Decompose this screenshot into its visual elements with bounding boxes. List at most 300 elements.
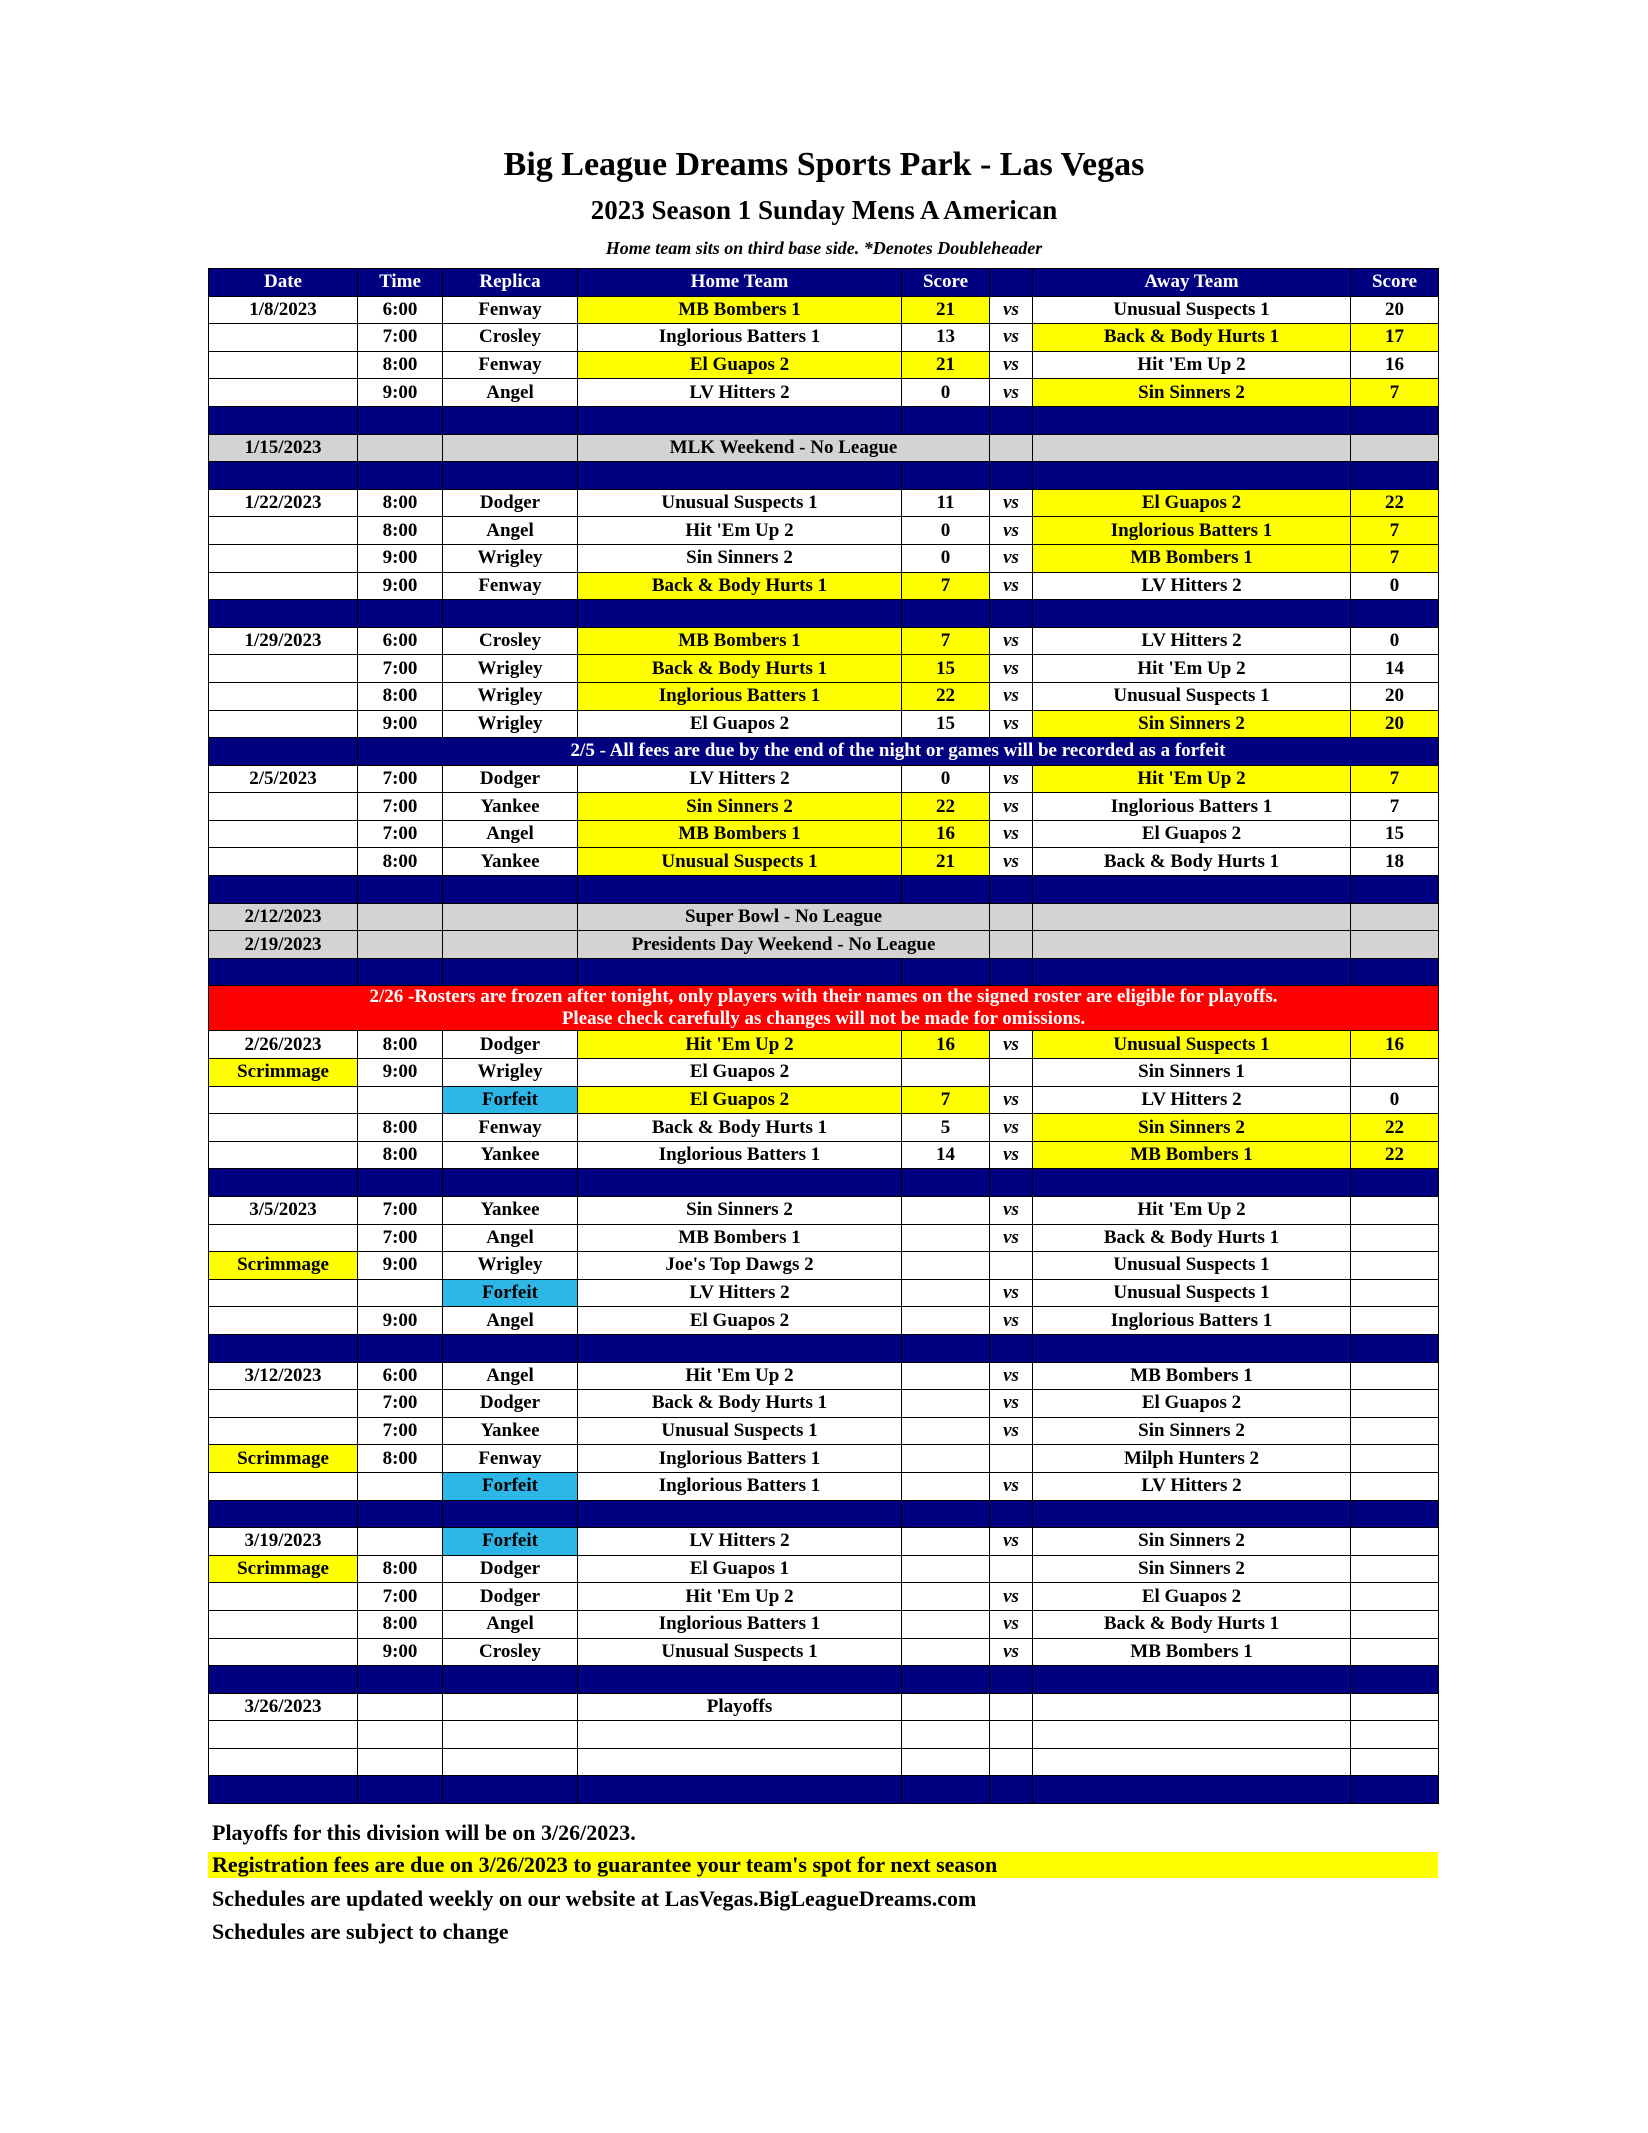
- time-cell: 8:00: [358, 489, 443, 517]
- game-row: [209, 1086, 1439, 1114]
- game-row: [209, 682, 1439, 710]
- time-cell: 7:00: [358, 793, 443, 821]
- away-team-cell: Back & Body Hurts 1: [1033, 1224, 1351, 1252]
- replica-cell: Fenway: [443, 351, 578, 379]
- game-row: [209, 1252, 1439, 1280]
- away-score-cell: 14: [1351, 655, 1439, 683]
- column-header-replica: Replica: [443, 269, 578, 297]
- replica-cell: Yankee: [443, 848, 578, 876]
- home-score-cell: [902, 1748, 990, 1776]
- home-score-cell: [902, 1528, 990, 1556]
- home-score-cell: 0: [902, 379, 990, 407]
- schedule-body: [209, 269, 1439, 1804]
- spacer-cell: [578, 1334, 902, 1362]
- home-score-cell: [902, 1610, 990, 1638]
- spacer-cell: [578, 1776, 902, 1804]
- away-score-cell: [1351, 1417, 1439, 1445]
- time-cell: 8:00: [358, 517, 443, 545]
- spacer-cell: [209, 1666, 358, 1694]
- game-row: [209, 1224, 1439, 1252]
- away-team-cell: [1033, 1748, 1351, 1776]
- date-cell: 3/19/2023: [209, 1528, 358, 1556]
- away-team-cell: Unusual Suspects 1: [1033, 1252, 1351, 1280]
- home-score-cell: 13: [902, 324, 990, 352]
- replica-cell: Wrigley: [443, 1252, 578, 1280]
- away-team-cell: Sin Sinners 2: [1033, 1114, 1351, 1142]
- time-cell: [358, 903, 443, 931]
- spacer-cell: [358, 1334, 443, 1362]
- spacer-cell: [1351, 1169, 1439, 1197]
- game-row: [209, 1417, 1439, 1445]
- time-cell: [358, 1721, 443, 1749]
- date-cell: [209, 324, 358, 352]
- replica-cell: Fenway: [443, 296, 578, 324]
- away-score-cell: [1351, 434, 1439, 462]
- date-cell: 1/15/2023: [209, 434, 358, 462]
- spacer-cell: [443, 1666, 578, 1694]
- date-cell: [209, 517, 358, 545]
- vs-cell: vs: [990, 296, 1033, 324]
- time-cell: 8:00: [358, 1114, 443, 1142]
- spacer-cell: [209, 1500, 358, 1528]
- game-row: [209, 351, 1439, 379]
- away-score-cell: [1351, 903, 1439, 931]
- spacer-cell: [578, 1169, 902, 1197]
- spacer-cell: [1033, 1666, 1351, 1694]
- spacer-cell: [990, 600, 1033, 628]
- game-row: [209, 1031, 1439, 1059]
- away-score-cell: 7: [1351, 379, 1439, 407]
- home-score-cell: 15: [902, 710, 990, 738]
- away-score-cell: 20: [1351, 296, 1439, 324]
- spacer-row: [209, 1334, 1439, 1362]
- date-cell: [209, 1390, 358, 1418]
- vs-cell: [990, 1693, 1033, 1721]
- spacer-row: [209, 406, 1439, 434]
- vs-cell: vs: [990, 710, 1033, 738]
- banner-lead-cell: [209, 738, 358, 766]
- vs-cell: vs: [990, 1417, 1033, 1445]
- away-score-cell: 0: [1351, 1086, 1439, 1114]
- column-header-home-score: Score: [902, 269, 990, 297]
- date-cell: [209, 793, 358, 821]
- replica-cell: [443, 1748, 578, 1776]
- date-cell: 2/26/2023: [209, 1031, 358, 1059]
- replica-cell: Fenway: [443, 572, 578, 600]
- away-score-cell: [1351, 1252, 1439, 1280]
- spacer-row: [209, 876, 1439, 904]
- home-team-cell: [578, 1748, 902, 1776]
- spacer-cell: [209, 1169, 358, 1197]
- vs-cell: vs: [990, 1610, 1033, 1638]
- vs-cell: [990, 434, 1033, 462]
- spacer-cell: [358, 1776, 443, 1804]
- spacer-cell: [1033, 1334, 1351, 1362]
- away-team-cell: Hit 'Em Up 2: [1033, 1197, 1351, 1225]
- time-cell: 7:00: [358, 1224, 443, 1252]
- home-score-cell: 16: [902, 820, 990, 848]
- game-row: [209, 1583, 1439, 1611]
- home-score-cell: 5: [902, 1114, 990, 1142]
- scrimmage-label: Scrimmage: [209, 1059, 358, 1087]
- page-title: Big League Dreams Sports Park - Las Vegas: [503, 146, 1145, 183]
- date-cell: [209, 682, 358, 710]
- home-score-cell: [902, 1224, 990, 1252]
- away-team-cell: Inglorious Batters 1: [1033, 517, 1351, 545]
- time-cell: 8:00: [358, 1031, 443, 1059]
- vs-cell: vs: [990, 1141, 1033, 1169]
- time-cell: 6:00: [358, 627, 443, 655]
- date-cell: [209, 1638, 358, 1666]
- away-score-cell: [1351, 1224, 1439, 1252]
- away-score-cell: [1351, 1693, 1439, 1721]
- date-cell: 3/26/2023: [209, 1693, 358, 1721]
- time-cell: 9:00: [358, 710, 443, 738]
- date-cell: [209, 848, 358, 876]
- time-cell: 9:00: [358, 1307, 443, 1335]
- away-score-cell: [1351, 1555, 1439, 1583]
- column-header-away-team: Away Team: [1033, 269, 1351, 297]
- away-score-cell: [1351, 1610, 1439, 1638]
- game-row: [209, 1528, 1439, 1556]
- spacer-cell: [578, 462, 902, 490]
- replica-cell: Wrigley: [443, 682, 578, 710]
- date-cell: [209, 820, 358, 848]
- home-score-cell: [902, 1390, 990, 1418]
- away-team-cell: Back & Body Hurts 1: [1033, 324, 1351, 352]
- home-team-cell: Sin Sinners 2: [578, 793, 902, 821]
- home-score-cell: 0: [902, 544, 990, 572]
- scrimmage-label: Scrimmage: [209, 1555, 358, 1583]
- home-score-cell: [902, 1583, 990, 1611]
- home-team-cell: LV Hitters 2: [578, 379, 902, 407]
- time-cell: 6:00: [358, 296, 443, 324]
- spacer-row: [209, 600, 1439, 628]
- time-cell: [358, 1528, 443, 1556]
- home-score-cell: 14: [902, 1141, 990, 1169]
- game-row: [209, 1059, 1439, 1087]
- away-score-cell: [1351, 1362, 1439, 1390]
- column-header-vs: [990, 269, 1033, 297]
- footer-website-note: Schedules are updated weekly on our website at LasVegas.BigLeagueDreams.com: [212, 1886, 977, 1911]
- home-score-cell: 7: [902, 572, 990, 600]
- vs-cell: [990, 1445, 1033, 1473]
- home-team-cell: MB Bombers 1: [578, 820, 902, 848]
- date-cell: 2/12/2023: [209, 903, 358, 931]
- home-team-cell: Inglorious Batters 1: [578, 1610, 902, 1638]
- spacer-cell: [1351, 958, 1439, 986]
- date-cell: [209, 1472, 358, 1500]
- roster-alert-banner: [209, 986, 1439, 1031]
- home-team-cell: LV Hitters 2: [578, 765, 902, 793]
- away-team-cell: El Guapos 2: [1033, 1390, 1351, 1418]
- spacer-cell: [1351, 1500, 1439, 1528]
- away-team-cell: Unusual Suspects 1: [1033, 682, 1351, 710]
- game-row: [209, 1693, 1439, 1721]
- date-cell: [209, 1748, 358, 1776]
- game-row: [209, 1362, 1439, 1390]
- spacer-cell: [209, 958, 358, 986]
- replica-cell: Dodger: [443, 1555, 578, 1583]
- away-score-cell: 7: [1351, 517, 1439, 545]
- home-team-cell: Joe's Top Dawgs 2: [578, 1252, 902, 1280]
- replica-cell: Angel: [443, 820, 578, 848]
- replica-cell: Yankee: [443, 1197, 578, 1225]
- home-team-cell: Unusual Suspects 1: [578, 1638, 902, 1666]
- time-cell: [358, 1748, 443, 1776]
- away-score-cell: [1351, 1528, 1439, 1556]
- away-team-cell: Inglorious Batters 1: [1033, 793, 1351, 821]
- away-team-cell: Hit 'Em Up 2: [1033, 655, 1351, 683]
- roster-alert-line-2: Please check carefully as changes will not be made for omissions.: [561, 1008, 1086, 1030]
- footer-registration-note: Registration fees are due on 3/26/2023 to guarantee your team's spot for next season: [208, 1852, 1438, 1878]
- home-team-cell: Back & Body Hurts 1: [578, 572, 902, 600]
- column-header-date: Date: [209, 269, 358, 297]
- away-team-cell: [1033, 1693, 1351, 1721]
- spacer-cell: [578, 406, 902, 434]
- spacer-cell: [1351, 462, 1439, 490]
- time-cell: 7:00: [358, 655, 443, 683]
- replica-cell: Fenway: [443, 1114, 578, 1142]
- spacer-cell: [902, 1666, 990, 1694]
- home-score-cell: [902, 1445, 990, 1473]
- home-score-cell: 16: [902, 1031, 990, 1059]
- spacer-cell: [1033, 406, 1351, 434]
- away-score-cell: 16: [1351, 1031, 1439, 1059]
- spacer-cell: [443, 462, 578, 490]
- away-team-cell: [1033, 931, 1351, 959]
- spacer-cell: [902, 462, 990, 490]
- home-score-cell: [902, 1693, 990, 1721]
- replica-cell: [443, 931, 578, 959]
- vs-cell: vs: [990, 1114, 1033, 1142]
- spacer-cell: [1033, 876, 1351, 904]
- away-team-cell: [1033, 903, 1351, 931]
- time-cell: 7:00: [358, 1197, 443, 1225]
- away-score-cell: 0: [1351, 572, 1439, 600]
- spacer-cell: [443, 958, 578, 986]
- away-score-cell: 22: [1351, 1141, 1439, 1169]
- time-cell: [358, 1279, 443, 1307]
- spacer-cell: [443, 1776, 578, 1804]
- vs-cell: [990, 903, 1033, 931]
- spacer-cell: [1033, 1169, 1351, 1197]
- spacer-cell: [209, 876, 358, 904]
- time-cell: 9:00: [358, 1252, 443, 1280]
- game-row: [209, 655, 1439, 683]
- home-team-cell: El Guapos 2: [578, 1059, 902, 1087]
- home-score-cell: 22: [902, 793, 990, 821]
- replica-cell: [443, 1721, 578, 1749]
- replica-cell: Yankee: [443, 1417, 578, 1445]
- vs-cell: vs: [990, 1086, 1033, 1114]
- vs-cell: vs: [990, 1362, 1033, 1390]
- spacer-cell: [358, 1169, 443, 1197]
- game-row: [209, 710, 1439, 738]
- date-cell: [209, 1610, 358, 1638]
- replica-cell: Wrigley: [443, 1059, 578, 1087]
- game-row: [209, 627, 1439, 655]
- home-team-cell: El Guapos 2: [578, 1086, 902, 1114]
- away-score-cell: [1351, 1445, 1439, 1473]
- spacer-cell: [358, 406, 443, 434]
- vs-cell: vs: [990, 1279, 1033, 1307]
- schedule-table: [208, 268, 1439, 1804]
- spacer-row: [209, 1776, 1439, 1804]
- spacer-cell: [1033, 462, 1351, 490]
- home-score-cell: 21: [902, 848, 990, 876]
- spacer-cell: [443, 600, 578, 628]
- no-league-note: MLK Weekend - No League: [578, 434, 990, 462]
- away-team-cell: El Guapos 2: [1033, 820, 1351, 848]
- time-cell: 9:00: [358, 1638, 443, 1666]
- home-team-cell: Sin Sinners 2: [578, 544, 902, 572]
- game-row: [209, 1279, 1439, 1307]
- vs-cell: vs: [990, 324, 1033, 352]
- vs-cell: vs: [990, 351, 1033, 379]
- spacer-cell: [990, 462, 1033, 490]
- home-team-cell: MB Bombers 1: [578, 296, 902, 324]
- home-score-cell: [902, 1721, 990, 1749]
- game-row: [209, 489, 1439, 517]
- spacer-cell: [209, 600, 358, 628]
- away-team-cell: Sin Sinners 2: [1033, 1555, 1351, 1583]
- header-row: [209, 269, 1439, 297]
- home-score-cell: 0: [902, 517, 990, 545]
- no-league-row: [209, 434, 1439, 462]
- vs-cell: [990, 1252, 1033, 1280]
- spacer-cell: [358, 600, 443, 628]
- away-team-cell: El Guapos 2: [1033, 1583, 1351, 1611]
- spacer-row: [209, 958, 1439, 986]
- no-league-row: [209, 903, 1439, 931]
- spacer-cell: [209, 1776, 358, 1804]
- game-row: [209, 1555, 1439, 1583]
- spacer-cell: [1033, 1776, 1351, 1804]
- vs-cell: vs: [990, 572, 1033, 600]
- game-row: [209, 1141, 1439, 1169]
- away-score-cell: 22: [1351, 1114, 1439, 1142]
- away-team-cell: Sin Sinners 2: [1033, 1417, 1351, 1445]
- away-score-cell: 18: [1351, 848, 1439, 876]
- spacer-cell: [990, 1334, 1033, 1362]
- roster-alert-line-1: 2/26 -Rosters are frozen after tonight, only players with their names on the signed roster are eligible for playoffs.: [369, 986, 1278, 1008]
- scrimmage-label: Scrimmage: [209, 1445, 358, 1473]
- away-team-cell: El Guapos 2: [1033, 489, 1351, 517]
- date-cell: [209, 1141, 358, 1169]
- away-score-cell: 15: [1351, 820, 1439, 848]
- spacer-cell: [990, 1666, 1033, 1694]
- home-score-cell: [902, 1417, 990, 1445]
- time-cell: 7:00: [358, 765, 443, 793]
- game-row: [209, 1445, 1439, 1473]
- home-team-cell: Inglorious Batters 1: [578, 324, 902, 352]
- time-cell: 7:00: [358, 820, 443, 848]
- away-score-cell: 7: [1351, 544, 1439, 572]
- home-team-cell: MB Bombers 1: [578, 627, 902, 655]
- replica-cell: Yankee: [443, 1141, 578, 1169]
- home-team-cell: Back & Body Hurts 1: [578, 1114, 902, 1142]
- date-cell: [209, 710, 358, 738]
- page-subtitle: 2023 Season 1 Sunday Mens A American: [590, 195, 1058, 225]
- spacer-cell: [578, 1666, 902, 1694]
- away-team-cell: MB Bombers 1: [1033, 1362, 1351, 1390]
- time-cell: [358, 931, 443, 959]
- replica-cell: Angel: [443, 379, 578, 407]
- home-score-cell: [902, 1555, 990, 1583]
- away-team-cell: Hit 'Em Up 2: [1033, 765, 1351, 793]
- away-team-cell: Milph Hunters 2: [1033, 1445, 1351, 1473]
- away-team-cell: LV Hitters 2: [1033, 1472, 1351, 1500]
- game-row: [209, 848, 1439, 876]
- home-team-cell: LV Hitters 2: [578, 1528, 902, 1556]
- home-score-cell: 15: [902, 655, 990, 683]
- time-cell: 7:00: [358, 1583, 443, 1611]
- home-team-cell: LV Hitters 2: [578, 1279, 902, 1307]
- home-score-cell: 21: [902, 296, 990, 324]
- away-score-cell: [1351, 931, 1439, 959]
- home-team-cell: Inglorious Batters 1: [578, 1141, 902, 1169]
- spacer-cell: [209, 462, 358, 490]
- away-team-cell: LV Hitters 2: [1033, 572, 1351, 600]
- vs-cell: vs: [990, 848, 1033, 876]
- spacer-cell: [902, 406, 990, 434]
- home-team-cell: El Guapos 1: [578, 1555, 902, 1583]
- game-row: [209, 1472, 1439, 1500]
- date-cell: [209, 1224, 358, 1252]
- time-cell: 8:00: [358, 351, 443, 379]
- home-score-cell: 0: [902, 765, 990, 793]
- home-score-cell: [902, 1059, 990, 1087]
- game-row: [209, 544, 1439, 572]
- away-score-cell: [1351, 1583, 1439, 1611]
- date-cell: 3/5/2023: [209, 1197, 358, 1225]
- home-team-cell: Playoffs: [578, 1693, 902, 1721]
- replica-cell: Angel: [443, 1610, 578, 1638]
- game-row: [209, 820, 1439, 848]
- home-score-cell: 7: [902, 1086, 990, 1114]
- time-cell: 8:00: [358, 682, 443, 710]
- vs-cell: [990, 1059, 1033, 1087]
- spacer-cell: [578, 876, 902, 904]
- home-score-cell: [902, 1279, 990, 1307]
- vs-cell: vs: [990, 1197, 1033, 1225]
- spacer-cell: [358, 876, 443, 904]
- spacer-cell: [443, 1500, 578, 1528]
- spacer-cell: [1351, 600, 1439, 628]
- vs-cell: vs: [990, 627, 1033, 655]
- away-score-cell: [1351, 1307, 1439, 1335]
- date-cell: [209, 379, 358, 407]
- home-team-cell: El Guapos 2: [578, 1307, 902, 1335]
- home-score-cell: [902, 1362, 990, 1390]
- away-score-cell: 7: [1351, 793, 1439, 821]
- spacer-cell: [578, 958, 902, 986]
- announcement-row: [209, 738, 1439, 766]
- replica-cell: Fenway: [443, 1445, 578, 1473]
- vs-cell: [990, 1555, 1033, 1583]
- no-league-note: Presidents Day Weekend - No League: [578, 931, 990, 959]
- game-row: [209, 1197, 1439, 1225]
- vs-cell: vs: [990, 1583, 1033, 1611]
- spacer-cell: [1351, 876, 1439, 904]
- spacer-cell: [443, 406, 578, 434]
- home-score-cell: [902, 1197, 990, 1225]
- announcement-banner: 2/5 - All fees are due by the end of the night or games will be recorded as a forfeit: [358, 738, 1439, 766]
- vs-cell: [990, 1748, 1033, 1776]
- vs-cell: vs: [990, 820, 1033, 848]
- home-team-cell: MB Bombers 1: [578, 1224, 902, 1252]
